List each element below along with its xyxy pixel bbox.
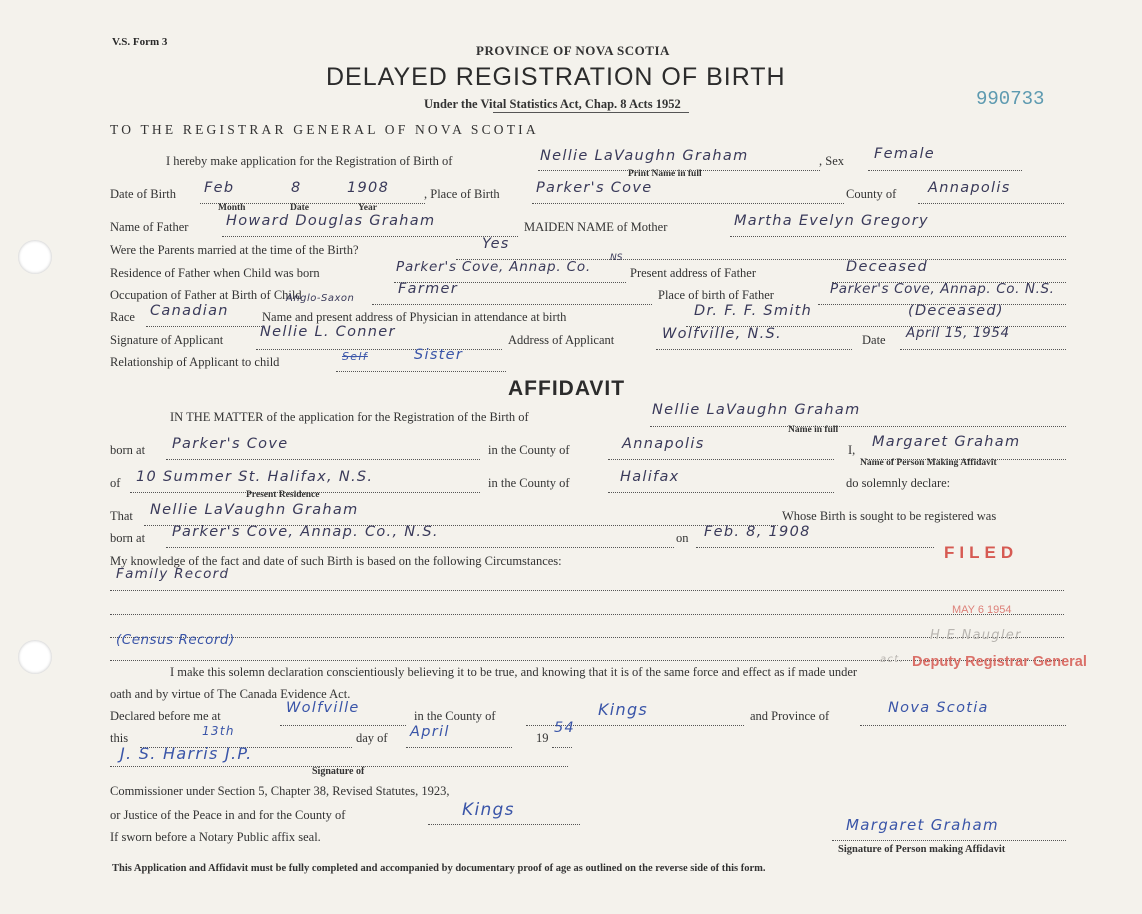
affiant-signature-caption: Signature of Person making Affidavit xyxy=(838,844,1006,855)
solemn-text-1: I make this solemn declaration conscientiously believing it to be true, and knowing that it is of the same force and effect as if made under xyxy=(170,665,858,679)
decl-county-value: Kings xyxy=(598,700,649,719)
app-date-value: April 15, 1954 xyxy=(906,325,1010,341)
province-label: and Province of xyxy=(750,709,830,723)
relationship-value: Sister xyxy=(414,347,464,363)
signature-of-caption: Signature of xyxy=(312,766,365,777)
footer-note: This Application and Affidavit must be fully completed and accompanied by documentary proof of age as outlined on the reverse side of this form. xyxy=(112,863,766,874)
signature-label: Signature of Applicant xyxy=(110,333,224,347)
day-of-label: day of xyxy=(356,731,388,745)
pob-father-label: Place of birth of Father xyxy=(658,288,774,302)
race-above-value: Anglo-Saxon xyxy=(286,293,355,304)
decl-county-label: in the County of xyxy=(414,709,496,723)
serial-number: 990733 xyxy=(976,88,1045,110)
res-father-value: Parker's Cove, Annap. Co. xyxy=(396,259,591,275)
born-county-value: Annapolis xyxy=(622,436,705,452)
born-at-value: Parker's Cove xyxy=(172,436,289,452)
circumstance-2: (Census Record) xyxy=(116,632,235,648)
child-name-value: Nellie LaVaughn Graham xyxy=(540,148,749,164)
notary-text: If sworn before a Notary Public affix seal. xyxy=(110,830,321,844)
present-father-label: Present address of Father xyxy=(630,266,757,280)
physician-note: (Deceased) xyxy=(908,303,1004,319)
relationship-struck: Self xyxy=(342,350,368,363)
matter-name-value: Nellie LaVaughn Graham xyxy=(652,402,861,418)
county-label: County of xyxy=(846,187,897,201)
dob-month-value: Feb xyxy=(204,180,235,196)
residence-caption: Present Residence xyxy=(246,490,320,500)
dob-year-value: 1908 xyxy=(347,180,390,196)
affiant-value: Margaret Graham xyxy=(872,434,1021,450)
declared-label: Declared before me at xyxy=(110,709,221,723)
form-number: V.S. Form 3 xyxy=(112,36,168,48)
commissioner-text: Commissioner under Section 5, Chapter 38, Revised Statutes, 1923, xyxy=(110,784,450,798)
pob-label: , Place of Birth xyxy=(424,187,500,201)
that-name-value: Nellie LaVaughn Graham xyxy=(150,502,359,518)
jp-county-value: Kings xyxy=(462,800,515,820)
on-label: on xyxy=(676,531,689,545)
of-label: of xyxy=(110,476,121,490)
jp-text: or Justice of the Peace in and for the County of xyxy=(110,808,346,822)
married-label: Were the Parents married at the time of the Birth? xyxy=(110,243,359,257)
year-suffix-value: 54 xyxy=(554,720,576,736)
filed-stamp: FILED xyxy=(944,543,1019,562)
app-date-label: Date xyxy=(862,333,886,347)
father-label: Name of Father xyxy=(110,220,189,234)
subtitle-underline xyxy=(493,112,689,113)
i-label: I, xyxy=(848,443,856,457)
solemn-text-2: oath and by virtue of The Canada Evidence Act. xyxy=(110,687,351,701)
to-registrar-line: TO THE REGISTRAR GENERAL OF NOVA SCOTIA xyxy=(110,122,539,137)
whose-birth-text: Whose Birth is sought to be registered was xyxy=(782,509,997,523)
res-father-ns: NS xyxy=(610,253,623,263)
born-at2-label: born at xyxy=(110,531,146,545)
on-date-value: Feb. 8, 1908 xyxy=(704,524,811,540)
decl-province-value: Nova Scotia xyxy=(888,700,989,716)
address-value: Wolfville, N.S. xyxy=(662,326,782,342)
father-value: Howard Douglas Graham xyxy=(226,213,436,229)
pob-father-value: Parker's Cove, Annap. Co. N.S. xyxy=(830,281,1055,297)
application-intro: I hereby make application for the Registration of Birth of xyxy=(166,154,453,168)
filed-date-stamp: MAY 6 1954 xyxy=(952,604,1012,616)
deputy-registrar-stamp: Deputy Registrar General xyxy=(912,654,1087,670)
province-heading: PROVINCE OF NOVA SCOTIA xyxy=(476,43,670,58)
name-in-full-caption: Name in full xyxy=(788,425,839,435)
race-label: Race xyxy=(110,310,135,324)
res-county-label: in the County of xyxy=(488,476,570,490)
present-father-value: Deceased xyxy=(846,259,928,275)
form-title: DELAYED REGISTRATION OF BIRTH xyxy=(326,63,786,91)
registrar-initials: H.E.Naugler xyxy=(930,628,1022,643)
married-value: Yes xyxy=(482,236,510,252)
jp-signature: J. S. Harris J.P. xyxy=(120,744,253,763)
this-label: this xyxy=(110,731,129,745)
born-county-label: in the County of xyxy=(488,443,570,457)
mother-label: MAIDEN NAME of Mother xyxy=(524,220,668,234)
declare-text: do solemnly declare: xyxy=(846,476,951,490)
acting-note: act. xyxy=(880,654,904,665)
month-caption: Month xyxy=(218,203,246,213)
signature-value: Nellie L. Conner xyxy=(260,324,396,340)
sex-value: Female xyxy=(874,146,936,162)
county-value: Annapolis xyxy=(928,180,1011,196)
relationship-label: Relationship of Applicant to child xyxy=(110,355,280,369)
declared-at-value: Wolfville xyxy=(286,700,360,716)
punch-hole-bottom xyxy=(18,640,52,674)
race-value: Canadian xyxy=(150,303,229,319)
residence-value: 10 Summer St. Halifax, N.S. xyxy=(136,469,374,485)
address-label: Address of Applicant xyxy=(508,333,615,347)
physician-label: Name and present address of Physician in attendance at birth xyxy=(262,310,567,324)
year-caption: Year xyxy=(358,203,377,213)
punch-hole-top xyxy=(18,240,52,274)
year-prefix: 19 xyxy=(536,731,549,745)
mother-value: Martha Evelyn Gregory xyxy=(734,213,929,229)
res-county-value: Halifax xyxy=(620,469,680,485)
month-value: April xyxy=(410,724,450,740)
dob-label: Date of Birth xyxy=(110,187,176,201)
physician-value: Dr. F. F. Smith xyxy=(694,303,813,319)
res-father-label: Residence of Father when Child was born xyxy=(110,266,320,280)
born-at2-value: Parker's Cove, Annap. Co., N.S. xyxy=(172,524,439,540)
print-name-caption: Print Name in full xyxy=(628,169,702,179)
that-label: That xyxy=(110,509,133,523)
affiant-caption: Name of Person Making Affidavit xyxy=(860,458,997,468)
form-subtitle: Under the Vital Statistics Act, Chap. 8 Acts 1952 xyxy=(424,97,681,111)
affidavit-heading: AFFIDAVIT xyxy=(508,377,626,400)
date-caption: Date xyxy=(290,203,309,213)
occupation-value: Farmer xyxy=(398,281,458,297)
day-number-value: 13th xyxy=(202,724,235,738)
dob-date-value: 8 xyxy=(291,180,302,196)
pob-value: Parker's Cove xyxy=(536,180,653,196)
sex-label: , Sex xyxy=(819,154,844,168)
occupation-label: Occupation of Father at Birth of Child xyxy=(110,288,302,302)
knowledge-label: My knowledge of the fact and date of such Birth is based on the following Circumstances: xyxy=(110,554,562,568)
circumstance-1: Family Record xyxy=(116,566,230,582)
matter-text: IN THE MATTER of the application for the Registration of the Birth of xyxy=(170,410,529,424)
affiant-signature: Margaret Graham xyxy=(846,816,999,834)
born-at-label: born at xyxy=(110,443,146,457)
